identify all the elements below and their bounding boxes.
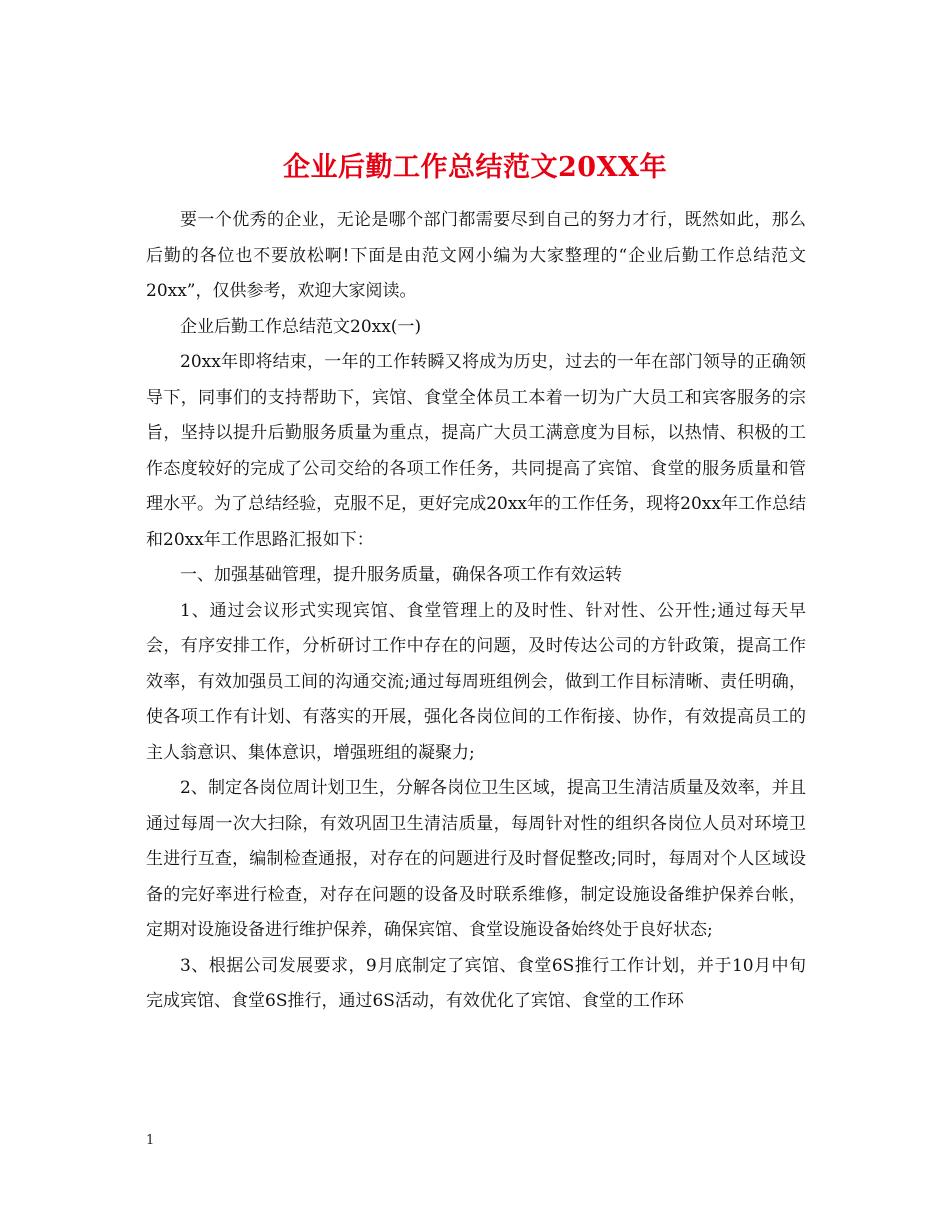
body-paragraph: 3、根据公司发展要求，9月底制定了宾馆、食堂6S推行工作计划，并于10月中旬完成宾馆、食堂6S推行，通过6S活动，有效优化了宾馆、食堂的工作环 [146,955,806,1011]
body-paragraph: 20xx年即将结束，一年的工作转瞬又将成为历史，过去的一年在部门领导的正确领导下，同事们的支持帮助下，宾馆、食堂全体员工本着一切为广大员工和宾客服务的宗旨，坚持以提升后勤服务质量为重点，提高广大员工满意度为目标，以热情、积极的工作态度较好的完成了公司交给的各项工作任务，共同提高了宾馆、食堂的服务质量和管理水平。为了总结经验，克服不足，更好完成20xx年的工作任务，现将20xx年工作总结和20xx年工作思路汇报如下： [146,352,806,550]
document-body [146,203,806,1020]
body-paragraph: 1、通过会议形式实现宾馆、食堂管理上的及时性、针对性、公开性;通过每天早会，有序安排工作，分析研讨工作中存在的问题，及时传达公司的方针政策，提高工作效率，有效加强员工间的沟通交流;通过每周班组例会，做到工作目标清晰、责任明确，使各项工作有计划、有落实的开展，强化各岗位间的工作衔接、协作，有效提高员工的主人翁意识、集体意识，增强班组的凝聚力; [146,600,806,763]
section-heading: 企业后勤工作总结范文20xx(一) [180,316,422,337]
body-paragraph: 2、制定各岗位周计划卫生，分解各岗位卫生区域，提高卫生清洁质量及效率，并且通过每周一次大扫除，有效巩固卫生清洁质量，每周针对性的组织各岗位人员对环境卫生进行互查，编制检查通报，对存在的问题进行及时督促整改;同时，每周对个人区域设备的完好率进行检查，对存在问题的设备及时联系维修，制定设施设备维护保养台帐，定期对设施设备进行维护保养，确保宾馆、食堂设施设备始终处于良好状态; [146,778,806,940]
subsection-heading: 一、加强基础管理，提升服务质量，确保各项工作有效运转 [180,565,622,585]
document-title: 企业后勤工作总结范文20XX年 [283,152,667,184]
intro-paragraph: 要一个优秀的企业，无论是哪个部门都需要尽到自己的努力才行，既然如此，那么后勤的各位也不要放松啊!下面是由范文网小编为大家整理的“企业后勤工作总结范文20xx”，仅供参考，欢迎大家阅读。 [146,210,806,301]
page-number: 1 [146,1133,155,1148]
